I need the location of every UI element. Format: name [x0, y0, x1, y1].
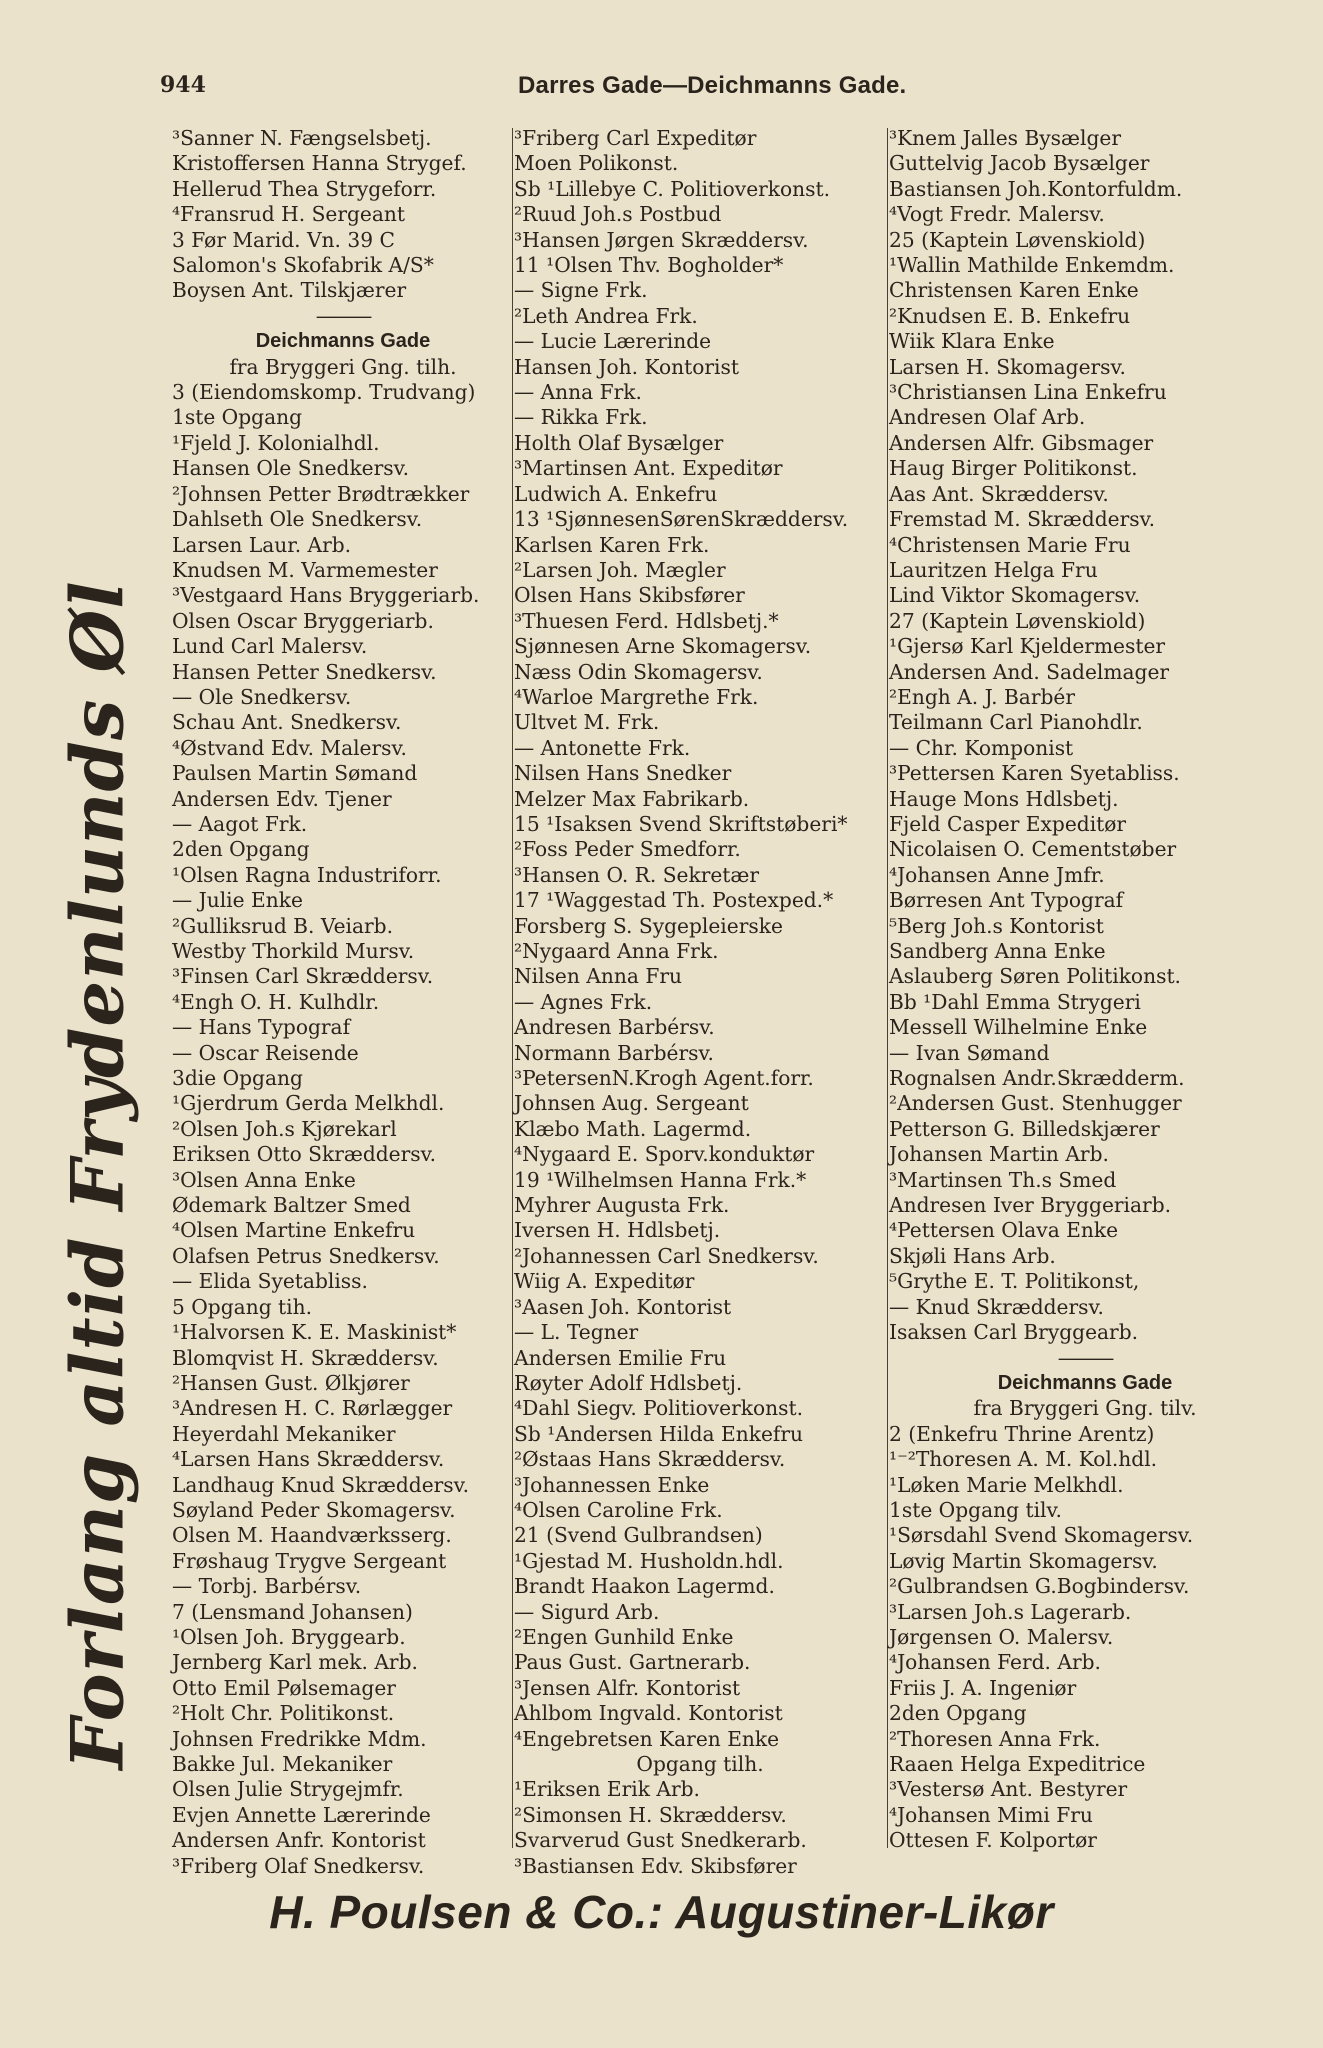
- resident-entry: ⁴Johansen Anne Jmfr.: [889, 862, 1105, 887]
- resident-entry: Isaksen Carl Bryggearb.: [889, 1320, 1139, 1345]
- resident-entry: — Sigurd Arb.: [514, 1599, 660, 1624]
- resident-entry: Olsen Oscar Bryggeriarb.: [172, 608, 434, 633]
- resident-entry: ³Hansen Jørgen Skræddersv.: [514, 227, 809, 252]
- resident-entry: ³Olsen Anna Enke: [172, 1167, 356, 1192]
- resident-entry: — Aagot Frk.: [172, 811, 308, 836]
- resident-entry: ¹Eriksen Erik Arb.: [514, 1777, 700, 1802]
- street-heading: Deichmanns Gade: [997, 1371, 1173, 1394]
- resident-entry: — Antonette Frk.: [514, 735, 691, 760]
- resident-entry: Klæbo Math. Lagermd.: [514, 1116, 752, 1141]
- resident-entry: ⁴Johansen Mimi Fru: [889, 1802, 1093, 1827]
- resident-entry: Dahlseth Ole Snedkersv.: [172, 507, 423, 532]
- directory-column-3: [889, 126, 1281, 1860]
- resident-entry: ⁴Christensen Marie Fru: [889, 532, 1131, 557]
- stairway-heading: fra Bryggeri Gng. tilh.: [229, 354, 457, 379]
- resident-entry: 3 Før Marid. Vn. 39 C: [172, 227, 395, 252]
- resident-entry: Sb ¹Andersen Hilda Enkefru: [514, 1421, 804, 1446]
- resident-entry: ³Bastiansen Edv. Skibsfører: [514, 1853, 797, 1878]
- resident-entry: — Elida Syetabliss.: [172, 1269, 368, 1294]
- resident-entry: Landhaug Knud Skræddersv.: [172, 1472, 470, 1497]
- resident-entry: Friis J. A. Ingeniør: [889, 1675, 1077, 1700]
- resident-entry: Næss Odin Skomagersv.: [514, 659, 763, 684]
- resident-entry: Olsen M. Haandværksserg.: [172, 1523, 452, 1548]
- resident-entry: ³Martinsen Ant. Expeditør: [514, 456, 783, 481]
- resident-entry: Lind Viktor Skomagersv.: [889, 583, 1141, 608]
- resident-entry: ²Thoresen Anna Frk.: [889, 1726, 1101, 1751]
- resident-entry: Aslauberg Søren Politikonst.: [889, 964, 1181, 989]
- resident-entry: ²Hansen Gust. Ølkjører: [172, 1370, 410, 1395]
- resident-entry: ³Johannessen Enke: [514, 1472, 710, 1497]
- section-divider: ———: [315, 303, 371, 328]
- resident-entry: Røyter Adolf Hdlsbetj.: [514, 1370, 743, 1395]
- resident-entry: Olsen Hans Skibsfører: [514, 583, 745, 608]
- resident-entry: ²Leth Andrea Frk.: [514, 303, 698, 328]
- resident-entry: Andersen Emilie Fru: [514, 1345, 727, 1370]
- column-divider-2: [887, 128, 888, 1848]
- resident-entry: 21 (Svend Gulbrandsen): [514, 1523, 763, 1548]
- resident-entry: Ultvet M. Frk.: [514, 710, 660, 735]
- resident-entry: ²Engen Gunhild Enke: [514, 1624, 734, 1649]
- resident-entry: — Lucie Lærerinde: [514, 329, 712, 354]
- resident-entry: Andersen And. Sadelmager: [889, 659, 1170, 684]
- resident-entry: Christensen Karen Enke: [889, 278, 1139, 303]
- resident-entry: Nicolaisen O. Cementstøber: [889, 837, 1177, 862]
- resident-entry: Lauritzen Helga Fru: [889, 557, 1098, 582]
- resident-entry: Wiig A. Expeditør: [514, 1269, 695, 1294]
- resident-entry: — Hans Typograf: [172, 1015, 351, 1040]
- resident-entry: Olsen Julie Strygejmfr.: [172, 1777, 404, 1802]
- resident-entry: Paus Gust. Gartnerarb.: [514, 1650, 751, 1675]
- resident-entry: ¹Halvorsen K. E. Maskinist*: [172, 1320, 457, 1345]
- resident-entry: ⁴Østvand Edv. Malersv.: [172, 735, 407, 760]
- stairway-heading: Opgang tilh.: [636, 1752, 764, 1776]
- resident-entry: 17 ¹Waggestad Th. Postexped.*: [514, 888, 834, 913]
- resident-entry: Moen Polikonst.: [514, 151, 679, 176]
- resident-entry: ⁵Grythe E. T. Politikonst,: [889, 1269, 1140, 1294]
- resident-entry: ³Friberg Olaf Snedkersv.: [172, 1853, 425, 1878]
- resident-entry: ²Engh A. J. Barbér: [889, 684, 1075, 709]
- resident-entry: ⁴Engebretsen Karen Enke: [514, 1726, 780, 1751]
- resident-entry: 5 Opgang tih.: [172, 1294, 313, 1319]
- resident-entry: Aas Ant. Skræddersv.: [889, 481, 1109, 506]
- footer-advertisement: H. Poulsen & Co.: Augustiner-Likør: [269, 1886, 1054, 1938]
- resident-entry: Brandt Haakon Lagermd.: [514, 1574, 775, 1599]
- resident-entry: ⁴Warloe Margrethe Frk.: [514, 684, 759, 709]
- resident-entry: Knudsen M. Varmemester: [172, 557, 438, 582]
- resident-entry: — Julie Enke: [172, 888, 303, 913]
- resident-entry: Johnsen Fredrikke Mdm.: [172, 1726, 427, 1751]
- resident-entry: Teilmann Carl Pianohdlr.: [889, 710, 1143, 735]
- resident-entry: Holth Olaf Bysælger: [514, 430, 724, 455]
- resident-entry: Evjen Annette Lærerinde: [172, 1802, 431, 1827]
- resident-entry: ¹Olsen Joh. Bryggearb.: [172, 1624, 406, 1649]
- resident-entry: Lund Carl Malersv.: [172, 634, 368, 659]
- resident-entry: Otto Emil Pølsemager: [172, 1675, 396, 1700]
- resident-entry: — Signe Frk.: [514, 278, 648, 303]
- resident-entry: ³Vestgaard Hans Bryggeriarb.: [172, 583, 480, 608]
- resident-entry: Paulsen Martin Sømand: [172, 761, 418, 786]
- resident-entry: Johnsen Aug. Sergeant: [514, 1091, 749, 1116]
- resident-entry: Karlsen Karen Frk.: [514, 532, 710, 557]
- resident-entry: Svarverud Gust Snedkerarb.: [514, 1828, 807, 1853]
- resident-entry: 3 (Eiendomskomp. Trudvang): [172, 380, 476, 405]
- resident-entry: Bastiansen Joh.Kontorfuldm.: [889, 176, 1183, 201]
- resident-entry: 1ste Opgang tilv.: [889, 1497, 1062, 1522]
- resident-entry: Nilsen Hans Snedker: [514, 761, 732, 786]
- resident-entry: Andersen Edv. Tjener: [172, 786, 392, 811]
- resident-entry: 3die Opgang: [172, 1066, 303, 1091]
- resident-entry: Petterson G. Billedskjærer: [889, 1116, 1160, 1141]
- resident-entry: Boysen Ant. Tilskjærer: [172, 278, 407, 303]
- resident-entry: ³Thuesen Ferd. Hdlsbetj.*: [514, 608, 779, 633]
- resident-entry: — Agnes Frk.: [514, 989, 653, 1014]
- resident-entry: Normann Barbérsv.: [514, 1040, 714, 1065]
- resident-entry: Sb ¹Lillebye C. Politioverkonst.: [514, 176, 831, 201]
- running-title: Darres Gade—Deichmanns Gade.: [518, 72, 907, 99]
- resident-entry: ²Larsen Joh. Mægler: [514, 557, 726, 582]
- resident-entry: ³Aasen Joh. Kontorist: [514, 1294, 732, 1319]
- resident-entry: Løvig Martin Skomagersv.: [889, 1548, 1158, 1573]
- resident-entry: — Ivan Sømand: [889, 1040, 1050, 1065]
- resident-entry: Kristoffersen Hanna Strygef.: [172, 151, 467, 176]
- resident-entry: ²Andersen Gust. Stenhugger: [889, 1091, 1182, 1116]
- resident-entry: Westby Thorkild Mursv.: [172, 939, 415, 963]
- resident-entry: 15 ¹Isaksen Svend Skriftstøberi*: [514, 811, 848, 836]
- resident-entry: ⁴Nygaard E. Sporv.konduktør: [514, 1142, 815, 1167]
- resident-entry: ¹Gjersø Karl Kjeldermester: [889, 634, 1166, 659]
- resident-entry: — Rikka Frk.: [514, 405, 648, 430]
- resident-entry: 11 ¹Olsen Thv. Bogholder*: [514, 253, 784, 278]
- resident-entry: Bakke Jul. Mekaniker: [172, 1752, 393, 1776]
- resident-entry: ⁴Fransrud H. Sergeant: [172, 202, 406, 227]
- resident-entry: Larsen H. Skomagersv.: [889, 354, 1126, 379]
- resident-entry: Bb ¹Dahl Emma Strygeri: [889, 989, 1141, 1014]
- resident-entry: 13 ¹SjønnesenSørenSkræddersv.: [514, 507, 849, 532]
- resident-entry: ³Jensen Alfr. Kontorist: [514, 1675, 741, 1700]
- resident-entry: 27 (Kaptein Løvenskiold): [889, 608, 1146, 633]
- resident-entry: ²Johnsen Petter Brødtrækker: [172, 481, 470, 506]
- resident-entry: 2den Opgang: [889, 1701, 1027, 1726]
- resident-entry: Johansen Martin Arb.: [889, 1142, 1109, 1167]
- resident-entry: Andersen Anfr. Kontorist: [172, 1828, 426, 1853]
- resident-entry: Eriksen Otto Skræddersv.: [172, 1142, 437, 1167]
- resident-entry: Heyerdahl Mekaniker: [172, 1421, 396, 1446]
- resident-entry: Blomqvist H. Skræddersv.: [172, 1345, 439, 1370]
- resident-entry: ³PetersenN.Krogh Agent.forr.: [514, 1066, 814, 1091]
- resident-entry: Ludwich A. Enkefru: [514, 481, 718, 506]
- resident-entry: ²Olsen Joh.s Kjørekarl: [172, 1116, 397, 1141]
- resident-entry: — L. Tegner: [514, 1320, 639, 1345]
- resident-entry: Jernberg Karl mek. Arb.: [172, 1650, 418, 1675]
- resident-entry: ³Pettersen Karen Syetabliss.: [889, 761, 1180, 786]
- resident-entry: Børresen Ant Typograf: [889, 888, 1124, 913]
- resident-entry: ³Vestersø Ant. Bestyrer: [889, 1777, 1128, 1802]
- resident-entry: 2 (Enkefru Thrine Arentz): [889, 1421, 1155, 1446]
- resident-entry: Myhrer Augusta Frk.: [514, 1193, 730, 1218]
- resident-entry: Forsberg S. Sygepleierske: [514, 913, 783, 938]
- resident-entry: ³Knem Jalles Bysælger: [889, 126, 1121, 150]
- resident-entry: ¹Gjestad M. Husholdn.hdl.: [514, 1548, 784, 1573]
- resident-entry: — Knud Skræddersv.: [889, 1294, 1104, 1319]
- resident-entry: ⁴Dahl Siegv. Politioverkonst.: [514, 1396, 804, 1421]
- resident-entry: ³Larsen Joh.s Lagerarb.: [889, 1599, 1132, 1624]
- resident-entry: Sandberg Anna Enke: [889, 939, 1106, 963]
- sidebar-advertisement: [32, 560, 162, 1790]
- resident-entry: Fremstad M. Skræddersv.: [889, 507, 1156, 532]
- resident-entry: 25 (Kaptein Løvenskiold): [889, 227, 1146, 252]
- sidebar-advertisement-text: Forlang altid Frydenlunds Øl: [54, 580, 140, 1770]
- resident-entry: Skjøli Hans Arb.: [889, 1243, 1056, 1268]
- resident-entry: Hellerud Thea Strygeforr.: [172, 176, 437, 201]
- resident-entry: ²Knudsen E. B. Enkefru: [889, 303, 1131, 328]
- resident-entry: Jørgensen O. Malersv.: [889, 1624, 1114, 1649]
- page-header: [0, 72, 1323, 112]
- resident-entry: Melzer Max Fabrikarb.: [514, 786, 750, 811]
- resident-entry: Guttelvig Jacob Bysælger: [889, 151, 1150, 176]
- resident-entry: Andresen Iver Bryggeriarb.: [889, 1193, 1172, 1218]
- resident-entry: ⁴Pettersen Olava Enke: [889, 1218, 1119, 1243]
- resident-entry: ⁴Olsen Martine Enkefru: [172, 1218, 416, 1243]
- resident-entry: Haug Birger Politikonst.: [889, 456, 1138, 481]
- resident-entry: ²Nygaard Anna Frk.: [514, 939, 719, 963]
- resident-entry: ¹Gjerdrum Gerda Melkhdl.: [172, 1091, 445, 1116]
- resident-entry: ²Foss Peder Smedforr.: [514, 837, 741, 862]
- resident-entry: ²Gulliksrud B. Veiarb.: [172, 913, 393, 938]
- resident-entry: — Torbj. Barbérsv.: [172, 1574, 362, 1599]
- resident-entry: ²Simonsen H. Skræddersv.: [514, 1802, 787, 1827]
- resident-entry: ³Christiansen Lina Enkefru: [889, 380, 1167, 405]
- resident-entry: ¹Wallin Mathilde Enkemdm.: [889, 253, 1175, 278]
- resident-entry: Salomon's Skofabrik A/S*: [172, 253, 434, 278]
- directory-column-2: [514, 126, 886, 1878]
- resident-entry: ²Johannessen Carl Snedkersv.: [514, 1243, 819, 1268]
- directory-column-1: [172, 126, 514, 1878]
- resident-entry: ⁴Larsen Hans Skræddersv.: [172, 1447, 445, 1472]
- resident-entry: ¹Olsen Ragna Industriforr.: [172, 862, 442, 887]
- resident-entry: Olafsen Petrus Snedkersv.: [172, 1243, 440, 1268]
- resident-entry: Wiik Klara Enke: [889, 329, 1055, 354]
- resident-entry: Frøshaug Trygve Sergeant: [172, 1548, 447, 1573]
- resident-entry: ³Andresen H. C. Rørlægger: [172, 1396, 453, 1421]
- resident-entry: ¹Fjeld J. Kolonialhdl.: [172, 430, 380, 455]
- resident-entry: Ottesen F. Kolportør: [889, 1828, 1097, 1853]
- page-number: 944: [160, 72, 206, 98]
- resident-entry: Hansen Joh. Kontorist: [514, 354, 739, 379]
- resident-entry: ¹⁻²Thoresen A. M. Kol.hdl.: [889, 1447, 1158, 1472]
- resident-entry: ³Finsen Carl Skræddersv.: [172, 964, 434, 989]
- resident-entry: — Anna Frk.: [514, 380, 642, 405]
- resident-entry: Søyland Peder Skomagersv.: [172, 1497, 456, 1522]
- resident-entry: Iversen H. Hdlsbetj.: [514, 1218, 721, 1243]
- resident-entry: Sjønnesen Arne Skomagersv.: [514, 634, 812, 659]
- resident-entry: Hansen Petter Snedkersv.: [172, 659, 437, 684]
- resident-entry: 19 ¹Wilhelmsen Hanna Frk.*: [514, 1167, 807, 1192]
- column-divider-1: [512, 128, 513, 1848]
- resident-entry: Andresen Barbérsv.: [514, 1015, 715, 1040]
- resident-entry: Andresen Olaf Arb.: [889, 405, 1086, 430]
- resident-entry: Rognalsen Andr.Skrædderm.: [889, 1066, 1185, 1091]
- resident-entry: ⁴Olsen Caroline Frk.: [514, 1497, 723, 1522]
- resident-entry: ²Ruud Joh.s Postbud: [514, 202, 722, 227]
- resident-entry: Larsen Laur. Arb.: [172, 532, 352, 557]
- resident-entry: ²Gulbrandsen G.Bogbindersv.: [889, 1574, 1190, 1599]
- resident-entry: — Oscar Reisende: [172, 1040, 359, 1065]
- resident-entry: Raaen Helga Expeditrice: [889, 1752, 1146, 1776]
- resident-entry: Andersen Alfr. Gibsmager: [889, 430, 1154, 455]
- resident-entry: Hauge Mons Hdlsbetj.: [889, 786, 1119, 811]
- resident-entry: Nilsen Anna Fru: [514, 964, 682, 989]
- resident-entry: Hansen Ole Snedkersv.: [172, 456, 410, 481]
- resident-entry: ¹Sørsdahl Svend Skomagersv.: [889, 1523, 1194, 1548]
- resident-entry: ³Sanner N. Fængselsbetj.: [172, 126, 432, 150]
- resident-entry: ⁴Engh O. H. Kulhdlr.: [172, 989, 380, 1014]
- resident-entry: ²Holt Chr. Politikonst.: [172, 1701, 395, 1726]
- resident-entry: ⁴Johansen Ferd. Arb.: [889, 1650, 1101, 1675]
- stairway-heading: fra Bryggeri Gng. tilv.: [973, 1396, 1197, 1421]
- resident-entry: Messell Wilhelmine Enke: [889, 1015, 1148, 1040]
- resident-entry: — Ole Snedkersv.: [172, 684, 352, 709]
- section-divider: ———: [1057, 1345, 1113, 1370]
- resident-entry: ²Østaas Hans Skræddersv.: [514, 1447, 786, 1472]
- resident-entry: ³Hansen O. R. Sekretær: [514, 862, 760, 887]
- resident-entry: ³Friberg Carl Expeditør: [514, 126, 757, 150]
- resident-entry: ¹Løken Marie Melkhdl.: [889, 1472, 1124, 1497]
- resident-entry: Ahlbom Ingvald. Kontorist: [514, 1701, 783, 1726]
- resident-entry: 7 (Lensmand Johansen): [172, 1599, 413, 1624]
- resident-entry: ³Martinsen Th.s Smed: [889, 1167, 1117, 1192]
- resident-entry: Ødemark Baltzer Smed: [172, 1193, 411, 1218]
- street-heading: Deichmanns Gade: [255, 330, 431, 353]
- resident-entry: 1ste Opgang: [172, 405, 303, 430]
- resident-entry: Schau Ant. Snedkersv.: [172, 710, 402, 735]
- resident-entry: ⁴Vogt Fredr. Malersv.: [889, 202, 1105, 227]
- resident-entry: 2den Opgang: [172, 837, 310, 862]
- resident-entry: — Chr. Komponist: [889, 735, 1074, 760]
- resident-entry: Fjeld Casper Expeditør: [889, 811, 1127, 836]
- resident-entry: ⁵Berg Joh.s Kontorist: [889, 913, 1104, 938]
